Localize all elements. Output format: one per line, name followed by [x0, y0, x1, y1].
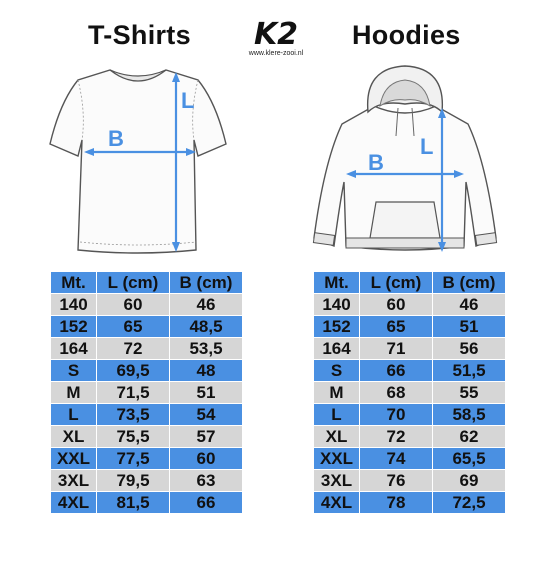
width-cell: 46: [170, 294, 243, 316]
size-cell: 152: [314, 316, 360, 338]
length-cell: 74: [360, 448, 433, 470]
table-row: [314, 492, 506, 514]
width-cell: 56: [433, 338, 506, 360]
hoodies-heading: Hoodies: [352, 20, 461, 50]
length-cell: 76: [360, 470, 433, 492]
hoodie-cuff-left: [313, 233, 334, 246]
logo-mark: K2: [253, 17, 299, 50]
length-cell: 71: [360, 338, 433, 360]
brand-logo: [238, 14, 314, 64]
width-cell: 53,5: [170, 338, 243, 360]
width-cell: 48,5: [170, 316, 243, 338]
table-row: [51, 404, 243, 426]
width-cell: 62: [433, 426, 506, 448]
table-row: [314, 426, 506, 448]
table-row: [51, 426, 243, 448]
length-cell: 65: [97, 316, 170, 338]
tshirt-size-table: [50, 271, 243, 514]
table-row: [314, 382, 506, 404]
column-header: L (cm): [97, 272, 170, 294]
table-row: [51, 338, 243, 360]
width-cell: 51: [433, 316, 506, 338]
size-cell: M: [314, 382, 360, 404]
hoodie-length-label: L: [420, 134, 434, 159]
length-cell: 60: [97, 294, 170, 316]
length-cell: 72: [97, 338, 170, 360]
size-cell: XL: [314, 426, 360, 448]
table-row: [51, 316, 243, 338]
tshirt-outline: [50, 70, 226, 253]
table-row: [51, 470, 243, 492]
logo-url: www.klere-zooi.nl: [248, 50, 304, 57]
width-cell: 57: [170, 426, 243, 448]
table-header-row: [51, 272, 243, 294]
size-cell: XXL: [51, 448, 97, 470]
table-row: [314, 448, 506, 470]
size-cell: 152: [51, 316, 97, 338]
hoodie-cuff-right: [475, 233, 496, 246]
size-cell: M: [51, 382, 97, 404]
table-header-row: [314, 272, 506, 294]
column-header: B (cm): [433, 272, 506, 294]
size-cell: 3XL: [314, 470, 360, 492]
width-cell: 60: [170, 448, 243, 470]
length-cell: 78: [360, 492, 433, 514]
size-cell: L: [314, 404, 360, 426]
column-header: Mt.: [51, 272, 97, 294]
tshirt-length-label: L: [181, 88, 195, 113]
hoodie-waistband: [346, 238, 464, 248]
size-cell: XL: [51, 426, 97, 448]
size-cell: 140: [51, 294, 97, 316]
table-row: [51, 492, 243, 514]
width-cell: 55: [433, 382, 506, 404]
length-cell: 77,5: [97, 448, 170, 470]
width-cell: 72,5: [433, 492, 506, 514]
size-cell: S: [51, 360, 97, 382]
table-row: [51, 382, 243, 404]
length-cell: 75,5: [97, 426, 170, 448]
length-cell: 79,5: [97, 470, 170, 492]
k2-logo-icon: [238, 14, 314, 50]
width-cell: 69: [433, 470, 506, 492]
hoodie-size-table: [313, 271, 506, 514]
length-cell: 66: [360, 360, 433, 382]
width-cell: 65,5: [433, 448, 506, 470]
tshirts-heading: T-Shirts: [88, 20, 191, 50]
width-cell: 58,5: [433, 404, 506, 426]
size-cell: 4XL: [314, 492, 360, 514]
width-cell: 51,5: [433, 360, 506, 382]
table-row: [314, 404, 506, 426]
table-row: [51, 448, 243, 470]
hoodie-diagram: [310, 62, 500, 262]
tshirt-width-label: B: [108, 126, 124, 151]
length-cell: 65: [360, 316, 433, 338]
table-row: [51, 294, 243, 316]
length-cell: 81,5: [97, 492, 170, 514]
table-row: [314, 338, 506, 360]
table-row: [314, 360, 506, 382]
size-cell: S: [314, 360, 360, 382]
width-cell: 51: [170, 382, 243, 404]
length-cell: 69,5: [97, 360, 170, 382]
column-header: Mt.: [314, 272, 360, 294]
width-cell: 46: [433, 294, 506, 316]
length-cell: 71,5: [97, 382, 170, 404]
hoodie-width-label: B: [368, 150, 384, 175]
width-cell: 54: [170, 404, 243, 426]
hoodie-pocket: [370, 202, 440, 238]
table-row: [314, 316, 506, 338]
size-cell: 3XL: [51, 470, 97, 492]
length-cell: 72: [360, 426, 433, 448]
column-header: L (cm): [360, 272, 433, 294]
size-cell: 140: [314, 294, 360, 316]
table-row: [314, 470, 506, 492]
size-cell: 164: [51, 338, 97, 360]
length-cell: 60: [360, 294, 433, 316]
size-cell: L: [51, 404, 97, 426]
width-cell: 63: [170, 470, 243, 492]
length-cell: 68: [360, 382, 433, 404]
column-header: B (cm): [170, 272, 243, 294]
length-cell: 70: [360, 404, 433, 426]
size-cell: 164: [314, 338, 360, 360]
width-cell: 66: [170, 492, 243, 514]
tshirt-diagram: [48, 62, 228, 262]
width-cell: 48: [170, 360, 243, 382]
size-cell: XXL: [314, 448, 360, 470]
size-cell: 4XL: [51, 492, 97, 514]
table-row: [51, 360, 243, 382]
length-cell: 73,5: [97, 404, 170, 426]
table-row: [314, 294, 506, 316]
